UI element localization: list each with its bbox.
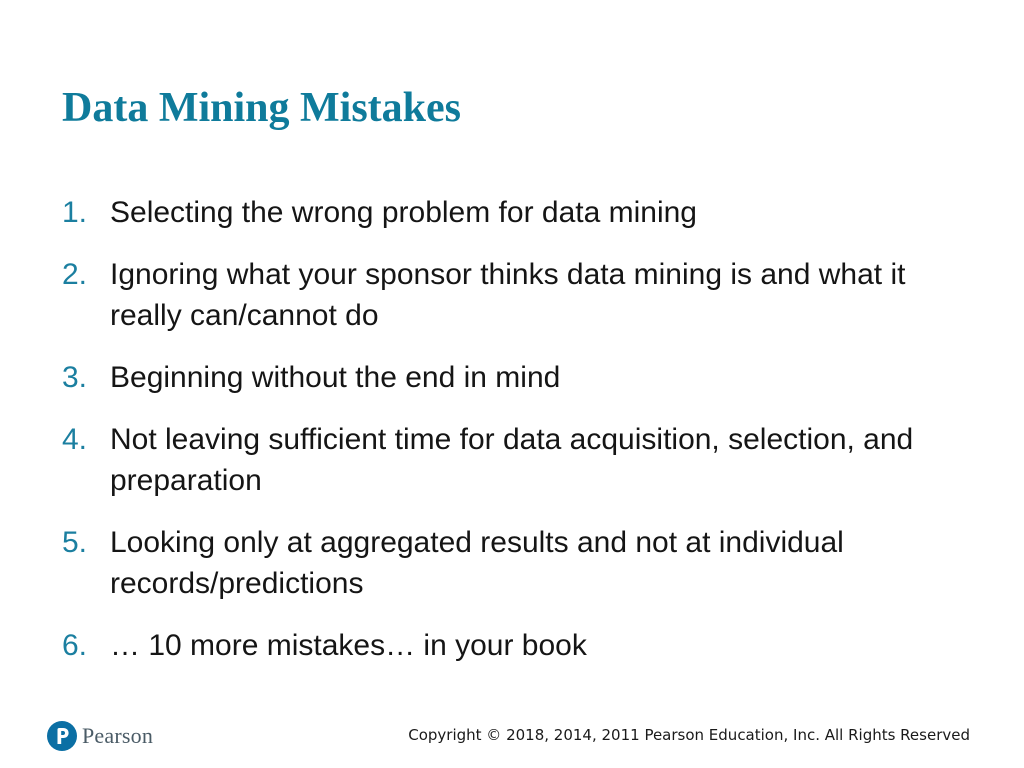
pearson-wordmark: Pearson — [82, 723, 154, 748]
list-item-number: 2. — [62, 258, 88, 291]
list-item-text: Ignoring what your sponsor thinks data mining is and what it really can/cannot do — [110, 258, 906, 332]
list-item-text: Beginning without the end in mind — [110, 361, 561, 394]
list-item-number: 1. — [62, 196, 88, 229]
mistakes-list — [62, 192, 982, 687]
slide-title: Data Mining Mistakes — [62, 85, 461, 131]
pearson-logo — [47, 718, 153, 754]
list-item-number: 4. — [62, 423, 88, 456]
list-item — [62, 357, 982, 398]
copyright-notice: Copyright © 2018, 2014, 2011 Pearson Education, Inc. All Rights Reserved — [408, 726, 970, 744]
list-item — [62, 625, 982, 666]
list-item-number: 6. — [62, 629, 88, 662]
list-item — [62, 254, 982, 336]
pearson-p-logo-icon — [47, 721, 77, 751]
list-item-text: Selecting the wrong problem for data mining — [110, 196, 697, 229]
list-item-text: Not leaving sufficient time for data acquisition, selection, and preparation — [110, 423, 914, 497]
list-item-text: … 10 more mistakes… in your book — [110, 629, 587, 662]
list-item-number: 3. — [62, 361, 88, 394]
list-item-text: Looking only at aggregated results and not at individual records/predictions — [110, 526, 844, 600]
list-item-number: 5. — [62, 526, 88, 559]
list-item — [62, 419, 982, 501]
list-item — [62, 192, 982, 233]
list-item — [62, 522, 982, 604]
